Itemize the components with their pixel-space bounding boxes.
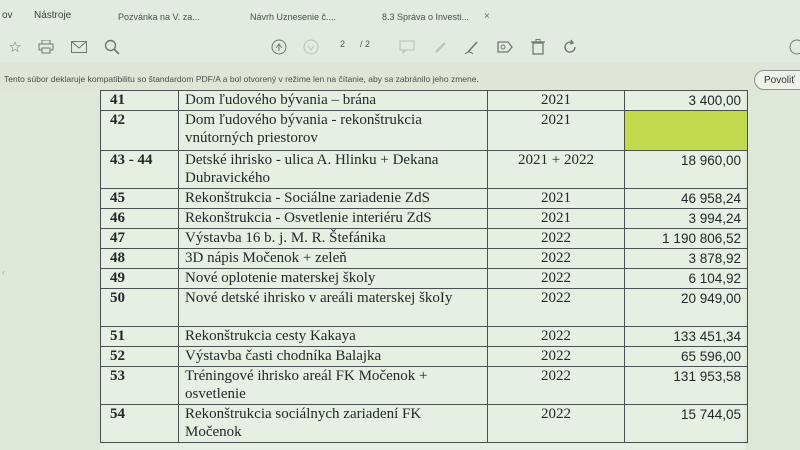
row-year: 2022 xyxy=(488,367,625,405)
toolbar xyxy=(0,32,800,62)
tab-bar xyxy=(0,0,800,32)
row-year: 2022 xyxy=(488,405,625,443)
row-project-name: Tréningové ihrisko areál FK Močenok + osvetlenie xyxy=(179,367,488,405)
row-amount: 1 190 806,52 xyxy=(625,229,748,249)
row-number: 46 xyxy=(101,209,179,229)
row-amount: 6 104,92 xyxy=(625,269,748,289)
row-project-name: 3D nápis Močenok + zeleň xyxy=(179,249,488,269)
row-number: 43 - 44 xyxy=(101,151,179,189)
row-project-name: Nové oplotenie materskej školy xyxy=(179,269,488,289)
investment-table xyxy=(100,90,748,443)
row-year: 2022 xyxy=(488,229,625,249)
close-tab-icon[interactable]: × xyxy=(484,11,490,22)
row-year: 2021 + 2022 xyxy=(488,151,625,189)
row-project-name: Nové detské ihrisko v areáli materskej škoIy xyxy=(179,289,488,327)
page-down-icon[interactable] xyxy=(300,36,322,58)
table-row xyxy=(101,111,748,151)
row-year: 2022 xyxy=(488,347,625,367)
pdfa-readonly-message: Tento súbor deklaruje kompatibilitu so štandardom PDF/A a bol otvorený v režime len na čítanie, aby sa zabránilo jeho zmene. xyxy=(4,74,479,84)
stamp-icon[interactable] xyxy=(494,36,516,58)
email-icon[interactable] xyxy=(68,36,90,58)
table-row xyxy=(101,327,748,347)
row-number: 54 xyxy=(101,405,179,443)
row-amount: 15 744,05 xyxy=(625,405,748,443)
row-project-name: Rekonštrukcia cesty Kakaya xyxy=(179,327,488,347)
row-project-name: Výstavba 16 b. j. M. R. Štefánika xyxy=(179,229,488,249)
comment-icon[interactable] xyxy=(396,36,418,58)
table-row xyxy=(101,249,748,269)
table-row xyxy=(101,347,748,367)
sign-pen-icon[interactable] xyxy=(462,36,484,58)
row-amount: 3 878,92 xyxy=(625,249,748,269)
table-row xyxy=(101,229,748,249)
menu-tools[interactable]: Nástroje xyxy=(34,10,72,21)
row-amount: 46 958,24 xyxy=(625,189,748,209)
row-project-name: Detské ihrisko - ulica A. Hlinku + Dekana Dubravického xyxy=(179,151,488,189)
row-amount: 133 451,34 xyxy=(625,327,748,347)
search-icon[interactable] xyxy=(101,36,123,58)
row-year: 2022 xyxy=(488,289,625,327)
allow-editing-button[interactable]: Povoliť xyxy=(754,70,800,90)
table-row xyxy=(101,269,748,289)
tab-navrh-uznesenie[interactable]: Návrh Uznesenie č.... xyxy=(250,12,337,22)
row-project-name: Dom ľudového bývania – brána xyxy=(179,91,488,111)
menu-partial[interactable]: ov xyxy=(2,10,13,21)
table-row xyxy=(101,151,748,189)
tab-pozvanka[interactable]: Pozvánka na V. za... xyxy=(118,12,200,22)
row-project-name: Výstavba časti chodníka Balajka xyxy=(179,347,488,367)
tab-sprava-o-investiciach[interactable]: 8.3 Správa o Investi... xyxy=(382,12,470,22)
row-year: 2022 xyxy=(488,327,625,347)
page-number-total: / 2 xyxy=(360,39,371,49)
row-year: 2021 xyxy=(488,111,625,151)
row-number: 45 xyxy=(101,189,179,209)
highlight-icon[interactable] xyxy=(430,36,452,58)
row-amount: 3 400,00 xyxy=(625,91,748,111)
row-number: 42 xyxy=(101,111,179,151)
row-number: 47 xyxy=(101,229,179,249)
row-amount: 65 596,00 xyxy=(625,347,748,367)
row-number: 49 xyxy=(101,269,179,289)
table-row xyxy=(101,209,748,229)
rotate-icon[interactable] xyxy=(559,36,581,58)
table-row xyxy=(101,91,748,111)
row-number: 48 xyxy=(101,249,179,269)
row-number: 53 xyxy=(101,367,179,405)
row-year: 2021 xyxy=(488,209,625,229)
row-year: 2022 xyxy=(488,269,625,289)
table-row xyxy=(101,405,748,443)
row-number: 51 xyxy=(101,327,179,347)
row-project-name: Rekonštrukcia - Sociálne zariadenie ZdS xyxy=(179,189,488,209)
sidebar-toggle-icon[interactable]: ‹ xyxy=(2,268,5,277)
row-year: 2021 xyxy=(488,189,625,209)
row-year: 2022 xyxy=(488,249,625,269)
page-up-icon[interactable] xyxy=(268,36,290,58)
row-project-name: Dom ľudového bývania - rekonštrukcia vnútorných priestorov xyxy=(179,111,488,151)
row-amount: 131 953,58 xyxy=(625,367,748,405)
row-project-name: Rekonštrukcia - Osvetlenie interiéru ZdS xyxy=(179,209,488,229)
table-row xyxy=(101,289,748,327)
info-bar xyxy=(0,64,800,92)
bookmark-star-icon[interactable]: ☆ xyxy=(8,39,22,56)
row-amount: 18 960,00 xyxy=(625,151,748,189)
row-number: 50 xyxy=(101,289,179,327)
print-icon[interactable] xyxy=(35,36,57,58)
row-project-name: Rekonštrukcia sociálnych zariadení FK Močenok xyxy=(179,405,488,443)
row-year: 2021 xyxy=(488,91,625,111)
table-row xyxy=(101,367,748,405)
trash-icon[interactable] xyxy=(527,36,549,58)
row-number: 41 xyxy=(101,91,179,111)
row-amount xyxy=(625,111,748,151)
row-amount: 3 994,24 xyxy=(625,209,748,229)
table-row xyxy=(101,189,748,209)
help-icon[interactable] xyxy=(786,36,800,58)
row-amount: 20 949,00 xyxy=(625,289,748,327)
row-number: 52 xyxy=(101,347,179,367)
page-number-current[interactable]: 2 xyxy=(340,39,346,49)
